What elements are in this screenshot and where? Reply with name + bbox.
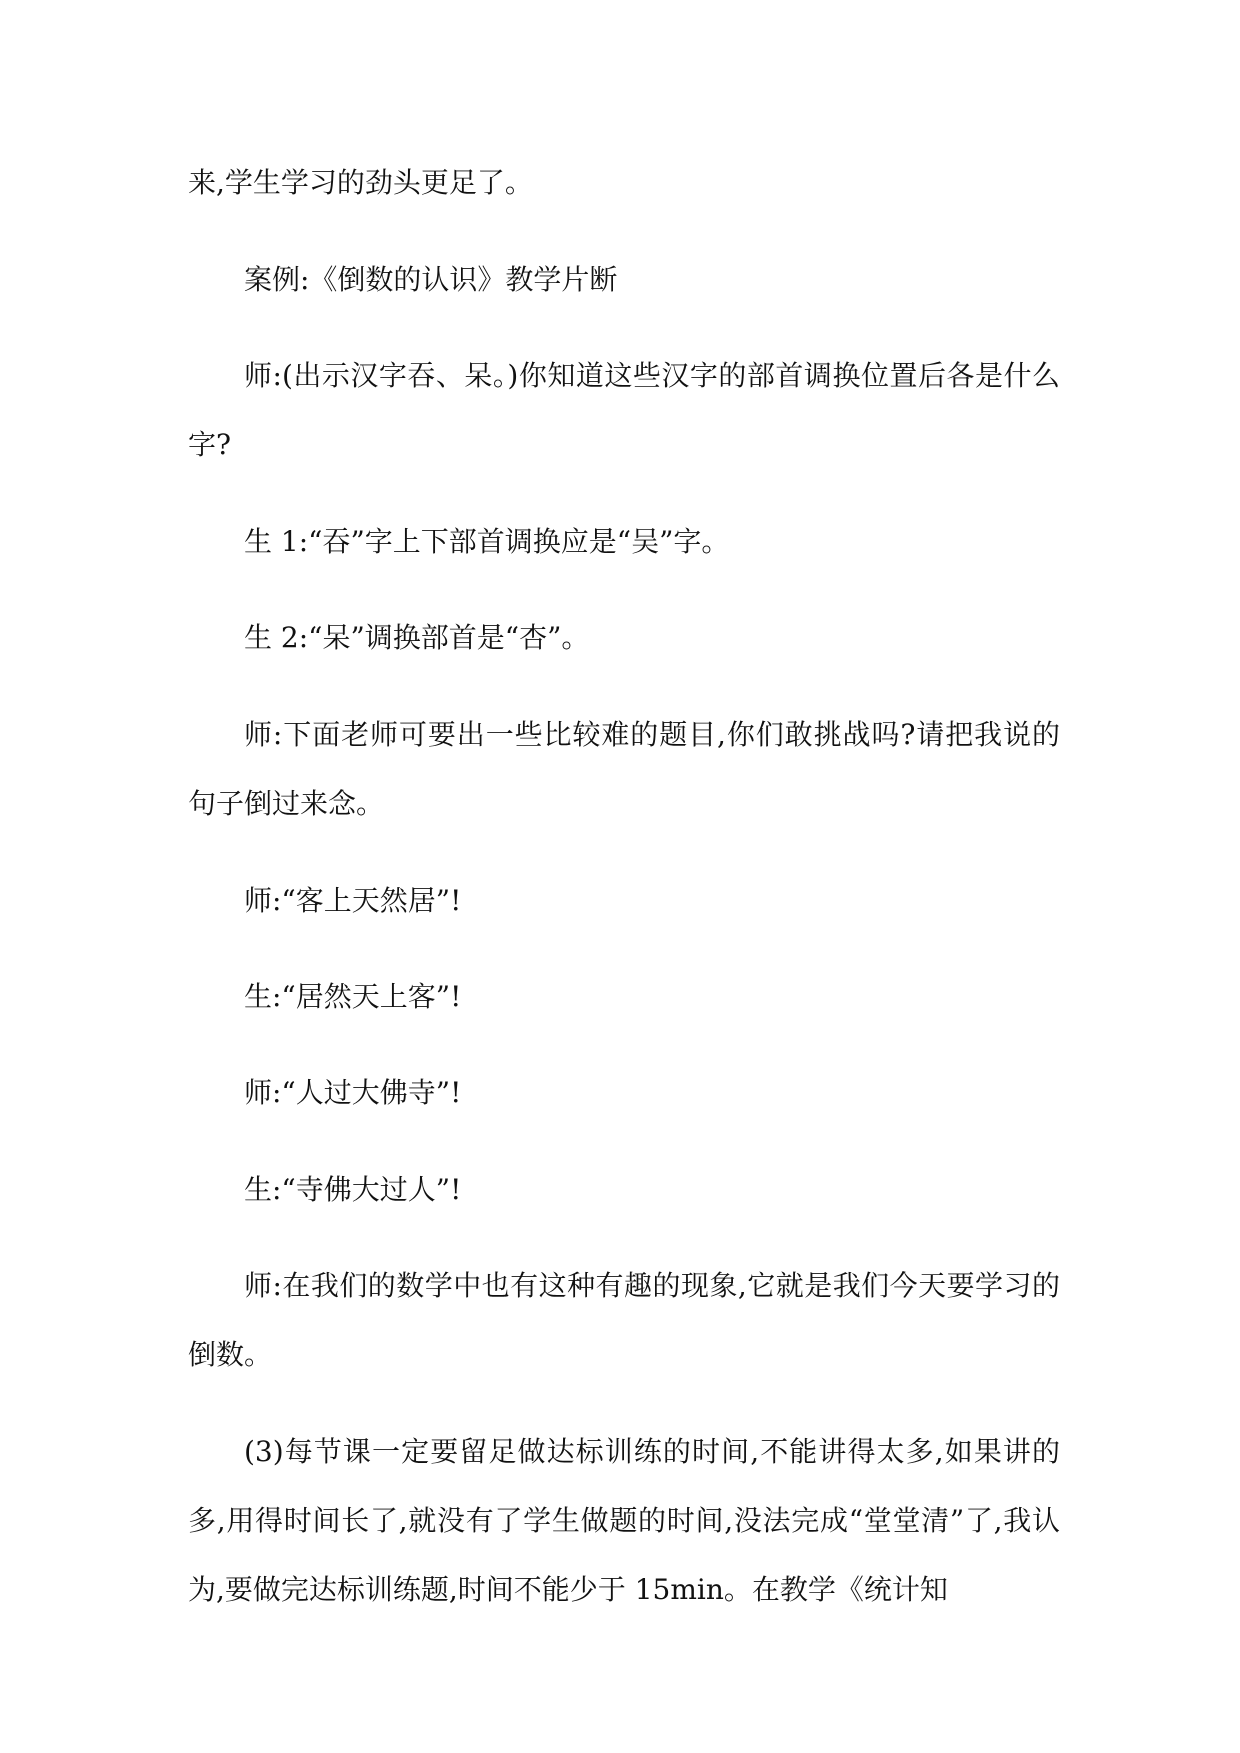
paragraph-3: 师:(出示汉字吞、呆。)你知道这些汉字的部首调换位置后各是什么字?	[188, 359, 1060, 461]
paragraph-9: 师:“人过大佛寺”!	[244, 1076, 462, 1109]
paragraph-5: 生 2:“呆”调换部首是“杏”。	[244, 621, 590, 654]
paragraph-10: 生:“寺佛大过人”!	[244, 1173, 462, 1206]
paragraph-6: 师:下面老师可要出一些比较难的题目,你们敢挑战吗?请把我说的句子倒过来念。	[188, 718, 1060, 820]
paragraph-7: 师:“客上天然居”!	[244, 884, 462, 917]
paragraph-12: (3)每节课一定要留足做达标训练的时间,不能讲得太多,如果讲的多,用得时间长了,就没有了学生做题的时间,没法完成“堂堂清”了,我认为,要做完达标训练题,时间不能少于 15min。在教学《统计知	[188, 1435, 1060, 1606]
paragraph-8: 生:“居然天上客”!	[244, 980, 462, 1013]
paragraph-2: 案例:《倒数的认识》教学片断	[244, 263, 618, 296]
paragraph-4: 生 1:“吞”字上下部首调换应是“吴”字。	[244, 525, 730, 558]
paragraph-1: 来,学生学习的劲头更足了。	[188, 166, 533, 199]
paragraph-11: 师:在我们的数学中也有这种有趣的现象,它就是我们今天要学习的倒数。	[188, 1269, 1060, 1371]
